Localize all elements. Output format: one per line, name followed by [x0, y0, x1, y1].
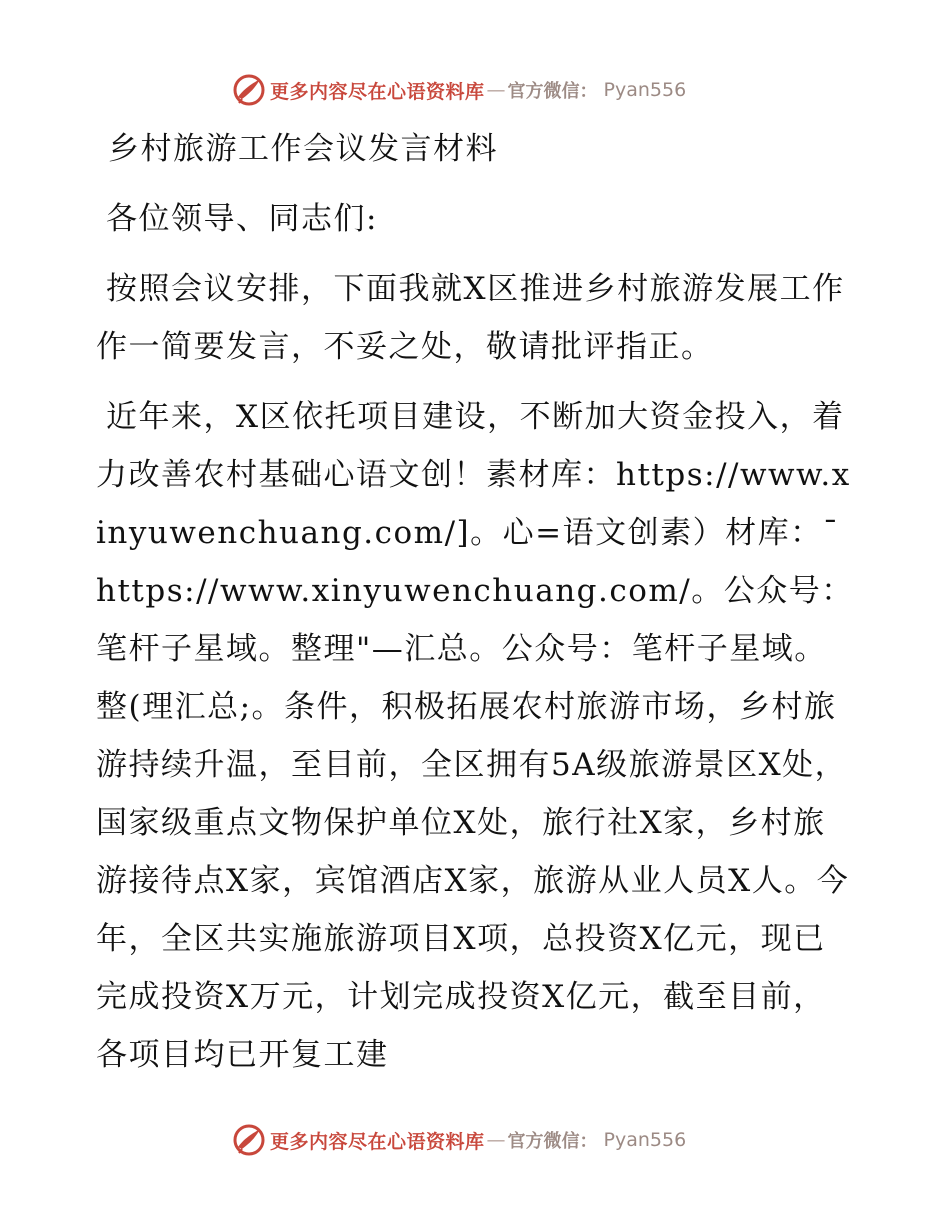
watermark-main-text: 更多内容尽在心语资料库: [270, 1130, 485, 1153]
quill-logo-icon: [232, 73, 266, 107]
footer-watermark: [232, 1120, 686, 1160]
watermark-label: 官方微信：: [507, 81, 598, 102]
greeting: 各位领导、同志们:: [106, 201, 378, 237]
watermark-main-text: 更多内容尽在心语资料库: [270, 80, 485, 103]
header-watermark: [232, 70, 686, 110]
watermark-separator: —: [486, 1129, 506, 1151]
paragraph-2: 近年来，X区依托项目建设，不断加大资金投入，着力改善农村基础心语文创！素材库：https://www.xinyuwenchuang.com/]。心=语文创素）材库：¯https://www.xinyuwenchuang.com/。公众号：笔杆子星域。整理"—汇总。公众号：笔杆子星域。整(理汇总;。条件，积极拓展农村旅游市场，乡村旅游持续升温，至目前，全区拥有5A级旅游景区X处，国家级重点文物保护单位X处，旅行社X家，乡村旅游接待点X家，宾馆酒店X家，旅游从业人员X人。今年，全区共实施旅游项目X项，总投资X亿元，现已完成投资X万元，计划完成投资X亿元，截至目前，各项目均已开复工建: [96, 399, 854, 1073]
watermark-wechat-id: Pyan556: [603, 1129, 687, 1151]
watermark-label: 官方微信：: [507, 1131, 598, 1152]
paragraph-1: 按照会议安排，下面我就X区推进乡村旅游发展工作作一简要发言，不妥之处，敬请批评指正。: [96, 271, 845, 365]
document-title: 乡村旅游工作会议发言材料: [108, 131, 498, 167]
watermark-separator: —: [486, 79, 506, 101]
quill-logo-icon: [232, 1123, 266, 1157]
watermark-wechat-id: Pyan556: [603, 79, 687, 101]
document-body: [96, 120, 856, 1084]
